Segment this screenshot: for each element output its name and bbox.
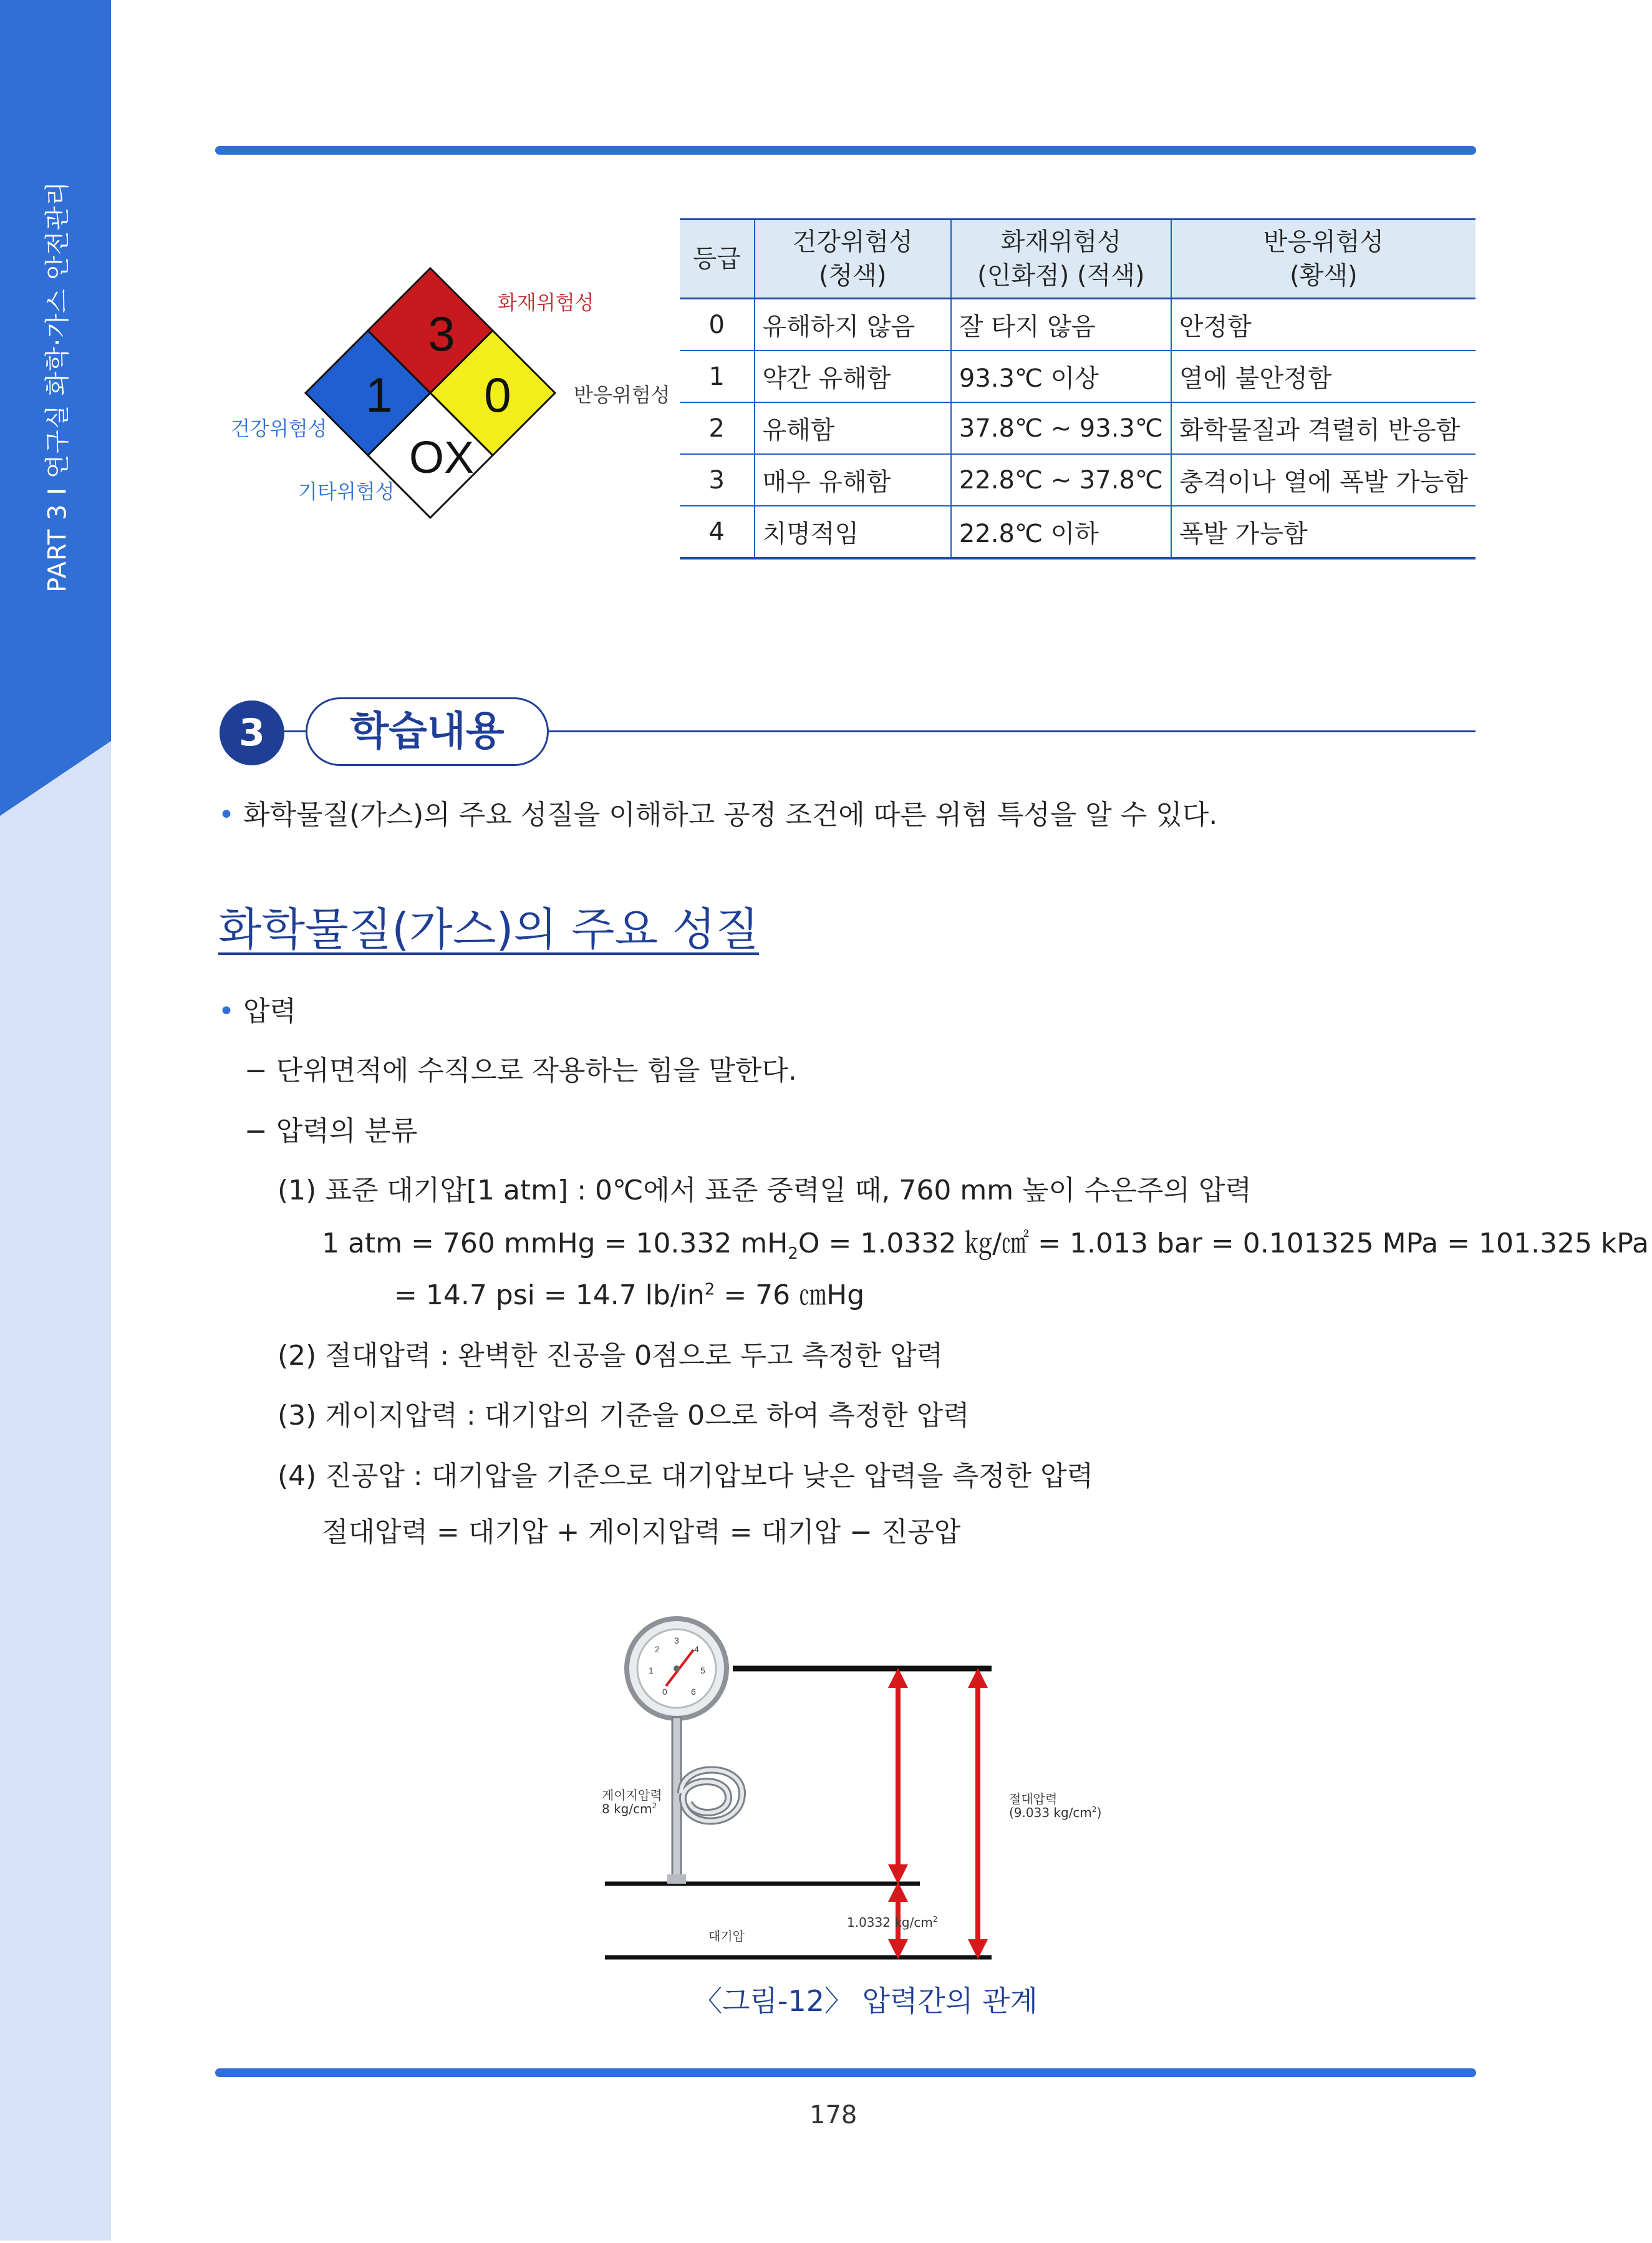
fire-hazard-label: 화재위험성 <box>498 291 594 314</box>
header-reactivity: 반응위험성 (황색) <box>1171 220 1476 299</box>
item-gauge: (3) 게이지압력 : 대기압의 기준을 0으로 하여 측정한 압력 <box>278 1400 970 1432</box>
svg-text:(9.033 kg/cm2): (9.033 $kg/cm^2$) <box>1009 1805 1102 1820</box>
table-cell: 37.8℃ ~ 93.3℃ <box>951 402 1171 454</box>
figure-caption: 〈그림-12〉 압력간의 관계 <box>693 1984 1038 2018</box>
dial-number: 0 <box>662 1687 667 1697</box>
dash-icon: − <box>244 1115 276 1147</box>
table-cell: 화학물질과 격렬히 반응함 <box>1171 402 1476 454</box>
health-hazard-label: 건강위험성 <box>231 417 327 440</box>
table-cell: 93.3℃ 이상 <box>951 351 1171 402</box>
header-grade: 등급 <box>680 220 755 299</box>
section-connector <box>284 730 307 732</box>
item-vacuum: (4) 진공압 : 대기압을 기준으로 대기압보다 낮은 압력을 측정한 압력 <box>278 1460 1094 1492</box>
svg-text:8 kg/cm2: 8 $kg/cm^2$ <box>602 1801 657 1816</box>
header-health: 건강위험성 (청색) <box>755 220 951 299</box>
bullet-icon: • <box>218 996 243 1027</box>
table-cell: 매우 유해함 <box>755 454 951 506</box>
equation-psi: = 14.7 psi = 14.7 $lb/in^2 = 76$ ㎝Hg <box>394 1279 865 1311</box>
table-cell: 치명적임 <box>755 506 951 558</box>
gauge-pressure-label: 게이지압력 <box>602 1788 662 1803</box>
bullet-pressure: • 압력 <box>218 996 296 1027</box>
table-cell: 0 <box>680 299 755 351</box>
gauge-base <box>667 1874 686 1884</box>
table-cell: 폭발 가능함 <box>1171 506 1476 558</box>
sidebar-chapter-title: PART 3 Ⅰ 연구실 화학·가스 안전관리 <box>43 181 72 593</box>
dial-number: 6 <box>691 1687 696 1697</box>
table-cell: 열에 불안정함 <box>1171 351 1476 402</box>
bullet-icon: • <box>218 799 243 831</box>
nfpa-reactivity-value: 0 <box>484 367 511 422</box>
item-absolute: (2) 절대압력 : 완벽한 진공을 0점으로 두고 측정한 압력 <box>278 1340 944 1372</box>
section-rule <box>549 730 1476 732</box>
dial-number: 5 <box>700 1665 705 1675</box>
table-header-row <box>680 220 1476 299</box>
other-hazard-label: 기타위험성 <box>298 480 395 503</box>
table-cell: 1 <box>680 351 755 402</box>
table-row <box>680 351 1476 402</box>
table-cell: 잘 타지 않음 <box>951 299 1171 351</box>
atmospheric-label: 대기압 <box>708 1929 745 1944</box>
section-number: 3 <box>220 700 284 765</box>
gauge-pivot <box>674 1665 680 1672</box>
dial-number: 3 <box>674 1635 679 1645</box>
absolute-pressure-label: 절대압력 <box>1009 1791 1058 1806</box>
bottom-rule <box>215 2068 1476 2077</box>
dial-number: 1 <box>649 1665 654 1675</box>
table-row <box>680 299 1476 351</box>
nfpa-health-value: 1 <box>365 367 393 422</box>
table-cell: 22.8℃ 이하 <box>951 506 1171 558</box>
subscript: 2 <box>788 1244 798 1263</box>
nfpa-special-value: OX <box>408 433 475 483</box>
sidebar <box>0 0 111 2241</box>
dial-number: 2 <box>655 1644 660 1654</box>
equation-atm: 1 atm = 760 mmHg = 10.332 $mH_2O = 1.0332$ ㎏/㎠ = 1.013 bar = 0.101325 MPa = 101.325 kPa <box>322 1228 1649 1263</box>
reactivity-hazard-label: 반응위험성 <box>574 383 670 407</box>
table-row <box>680 506 1476 558</box>
table-cell: 안정함 <box>1171 299 1476 351</box>
page-heading: 화학물질(가스)의 주요 성질 <box>218 903 760 956</box>
pressure-classification: − 압력의 분류 <box>244 1115 418 1147</box>
svg-text:1.0332 kg/cm2: 1.0332 $kg/cm^2$ <box>847 1915 938 1930</box>
page-number: 178 <box>809 2101 857 2129</box>
table-cell: 유해함 <box>755 402 951 454</box>
header-fire: 화재위험성 (인화점) (적색) <box>951 220 1171 299</box>
pressure-diagram <box>561 1606 1123 1968</box>
atmospheric-pressure-value: 1.0332 kg/cm <box>847 1915 933 1930</box>
dash-icon: − <box>244 1055 276 1087</box>
table-row <box>680 402 1476 454</box>
table-cell: 2 <box>680 402 755 454</box>
table-cell: 유해하지 않음 <box>755 299 951 351</box>
table-cell: 22.8℃ ~ 37.8℃ <box>951 454 1171 506</box>
learning-objective: • 화학물질(가스)의 주요 성질을 이해하고 공정 조건에 따른 위험 특성을 알 수 있다. <box>218 799 1218 831</box>
dial-number: 4 <box>694 1644 699 1654</box>
hazard-rating-table <box>680 218 1476 560</box>
equation-relation: 절대압력 = 대기압 + 게이지압력 = 대기압 − 진공압 <box>322 1516 961 1548</box>
superscript: 2 <box>704 1280 715 1299</box>
pressure-definition: − 단위면적에 수직으로 작용하는 힘을 말한다. <box>244 1055 797 1087</box>
table-cell: 충격이나 열에 폭발 가능함 <box>1171 454 1476 506</box>
item-standard-atm: (1) 표준 대기압[1 atm] : 0℃에서 표준 중력일 때, 760 mm 높이 수은주의 압력 <box>278 1175 1252 1206</box>
gauge-pressure-value: 8 kg/cm <box>602 1801 652 1816</box>
table-row <box>680 454 1476 506</box>
nfpa-fire-value: 3 <box>428 306 455 361</box>
section-title: 학습내용 <box>306 697 549 766</box>
top-rule <box>215 146 1476 155</box>
table-cell: 4 <box>680 506 755 558</box>
table-cell: 약간 유해함 <box>755 351 951 402</box>
table-cell: 3 <box>680 454 755 506</box>
absolute-pressure-value: (9.033 kg/cm <box>1009 1805 1092 1820</box>
